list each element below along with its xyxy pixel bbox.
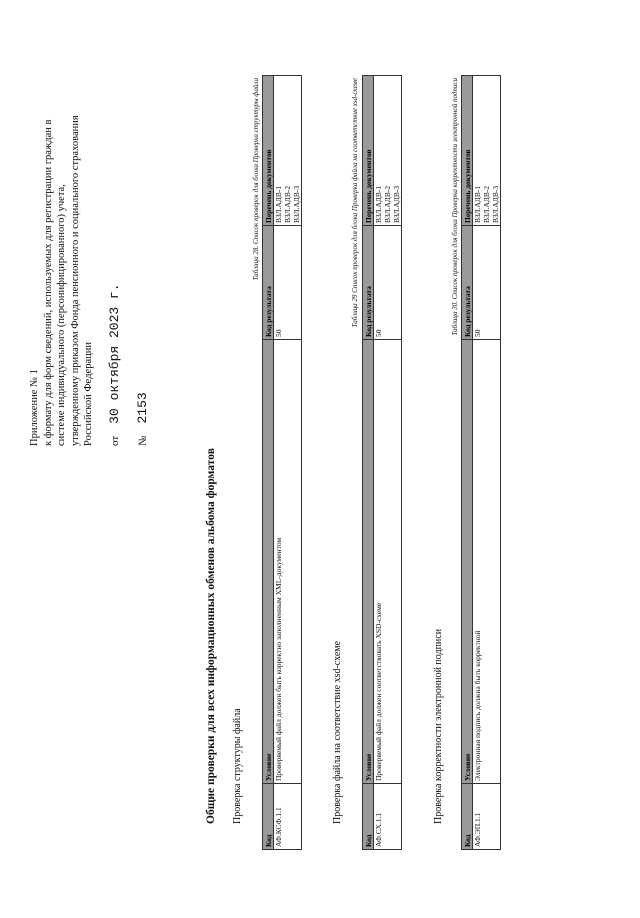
cell-result: 50 bbox=[274, 226, 302, 340]
header-result: Код результата bbox=[363, 226, 374, 340]
page-title: Общие проверки для всех информационных обменов альбома форматов bbox=[205, 448, 217, 824]
cell-condition: Электронная подпись должна быть корректной bbox=[473, 340, 501, 784]
appendix-number: Приложение № 1 bbox=[29, 369, 40, 446]
cell-result: 50 bbox=[374, 226, 402, 340]
table-caption: Таблица 28. Список проверок для блока Проверка структуры файла bbox=[252, 78, 260, 281]
cell-result: 50 bbox=[473, 226, 501, 340]
checks-table bbox=[461, 75, 501, 850]
cell-docs bbox=[274, 76, 302, 226]
section-title: Проверка корректности электронной подписи bbox=[433, 628, 444, 824]
section-title: Проверка структуры файла bbox=[232, 708, 243, 824]
header-result: Код результата bbox=[263, 226, 274, 340]
header-code: Код bbox=[263, 784, 274, 850]
header-docs: Перечень документов bbox=[462, 76, 473, 226]
cell-condition: Проверяемый файл должен быть корректно заполненным XML-документом bbox=[274, 340, 302, 784]
number-value: 2153 bbox=[134, 392, 150, 424]
number-prefix: № bbox=[136, 435, 149, 446]
cell-code: АФ.ЭП.1.1 bbox=[473, 784, 501, 850]
order-date bbox=[106, 46, 124, 446]
appendix-line: Российской Федерации bbox=[83, 342, 94, 446]
date-value: 30 октября 2023 г. bbox=[106, 283, 122, 424]
table-row bbox=[473, 76, 501, 850]
doc-item: ВЗЛ.АДВ-3 bbox=[292, 185, 301, 223]
checks-table bbox=[362, 75, 402, 850]
doc-item: ВЗЛ.АДВ-2 bbox=[383, 185, 392, 223]
cell-docs bbox=[374, 76, 402, 226]
table-caption: Таблица 29 Список проверок для блока Проверка файла на соответствие xsd-схеме bbox=[351, 78, 359, 328]
section-title: Проверка файла на соответствие xsd-схеме bbox=[332, 640, 343, 824]
header-code: Код bbox=[462, 784, 473, 850]
appendix-header bbox=[28, 46, 152, 446]
date-prefix: от bbox=[108, 435, 121, 446]
checks-table bbox=[262, 75, 302, 850]
cell-condition: Проверяемый файл должен соответствовать XSD-схеме bbox=[374, 340, 402, 784]
cell-code: АФ.КСФ.1.1 bbox=[274, 784, 302, 850]
header-condition: Условие bbox=[363, 340, 374, 784]
table-row bbox=[374, 76, 402, 850]
cell-docs bbox=[473, 76, 501, 226]
header-condition: Условие bbox=[462, 340, 473, 784]
table-header-row bbox=[263, 76, 274, 850]
doc-item: ВЗЛ.АДВ-1 bbox=[473, 185, 482, 223]
table-caption: Таблица 30. Список проверок для блока Проверка корректности электронной подписи bbox=[451, 78, 459, 336]
doc-item: ВЗЛ.АДВ-2 bbox=[283, 185, 292, 223]
doc-item: ВЗЛ.АДВ-3 bbox=[491, 185, 500, 223]
header-docs: Перечень документов bbox=[363, 76, 374, 226]
doc-item: ВЗЛ.АДВ-2 bbox=[482, 185, 491, 223]
header-code: Код bbox=[363, 784, 374, 850]
appendix-line: системе индивидуального (персонифицированного) учета, bbox=[56, 184, 67, 446]
header-result: Код результата bbox=[462, 226, 473, 340]
header-docs: Перечень документов bbox=[263, 76, 274, 226]
doc-item: ВЗЛ.АДВ-1 bbox=[274, 185, 283, 223]
header-condition: Условие bbox=[263, 340, 274, 784]
doc-item: ВЗЛ.АДВ-3 bbox=[392, 185, 401, 223]
doc-item: ВЗЛ.АДВ-1 bbox=[374, 185, 383, 223]
cell-code: АФ.СХ.1.1 bbox=[374, 784, 402, 850]
appendix-line: утвержденному приказом Фонда пенсионного и социального страхования bbox=[69, 115, 81, 446]
appendix-line: к формату для форм сведений, используемых для регистрации граждан в bbox=[42, 119, 54, 446]
order-number bbox=[134, 46, 152, 446]
table-row bbox=[274, 76, 302, 850]
table-header-row bbox=[363, 76, 374, 850]
table-header-row bbox=[462, 76, 473, 850]
